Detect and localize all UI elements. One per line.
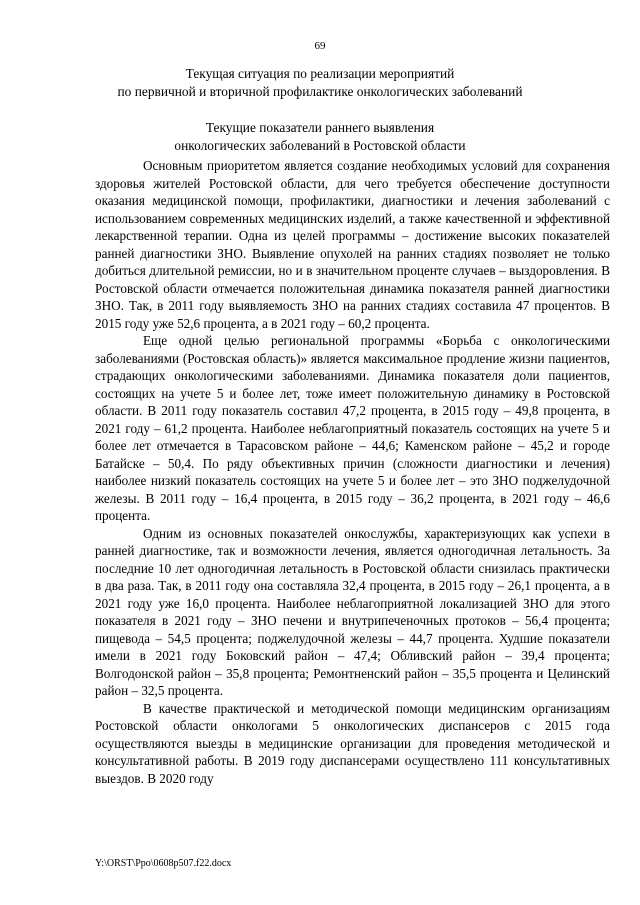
subsection-heading — [40, 119, 600, 155]
file-path-footer: Y:\ORST\Ppo\0608p507.f22.docx — [95, 858, 232, 869]
paragraph-survival: Еще одной целью региональной программы «Борьба с онкологическими заболеваниями (Ростовская область)» является максимальное продление жизни пациентов, страдающих онкологическими заболеваниями. Динамика показателя доли пациентов, состоящих на учете 5 и более лет, тоже имеет положительную динамику в Ростовской области. В 2011 году показатель составил 47,2 процента, в 2015 году – 49,8 процента, в 2021 году – 61,2 процента. Наиболее неблагоприятный показатель состоящих на учете 5 и более лет отмечается в Тарасовском районе – 44,6; Каменском районе – 45,2 и городе Батайске – 50,4. По ряду объективных причин (сложности диагностики и лечения) наиболее низкий показатель состоящих на учете 5 и более лет – это ЗНО поджелудочной железы. В 2011 году – 16,4 процента, в 2015 году – 36,2 процента, в 2021 году – 46,6 процента. — [95, 333, 610, 523]
paragraph-methodical-help: В качестве практической и методической помощи медицинским организациям Ростовской области онкологами 5 онкологических диспансеров с 2015 года осуществляются выезды в медицинские организации для проведения методической и консультативной работы. В 2019 году диспансерами осуществлено 111 консультативных выездов. В 2020 году — [95, 700, 610, 786]
section-heading-line-1: Текущая ситуация по реализации мероприятий — [185, 66, 455, 81]
subsection-heading-line-1: Текущие показатели раннего выявления — [205, 120, 435, 135]
paragraph-mortality: Одним из основных показателей онкослужбы, характеризующих как успехи в ранней диагностике, так и возможности лечения, является одногодичная летальность. За последние 10 лет одногодичная летальность в Ростовской области снизилась практически в два раза. Так, в 2011 году она составляла 32,4 процента, в 2015 году – 26,1 процента, а в 2021 году уже 16,0 процента. Наиболее неблагоприятной локализацией ЗНО для этого показателя в 2021 году – ЗНО печени и внутрипеченочных протоков – 56,4 процента; пищевода – 54,5 процента; поджелудочной железы – 44,7 процента. Худшие показатели имели в 2021 году Боковский район – 47,4; Обливский район – 39,4 процента; Волгодонской район – 35,8 процента; Ремонтненский район – 35,5 процента и Целинский район – 32,5 процента. — [95, 525, 610, 698]
body-text — [95, 157, 610, 787]
page-number: 69 — [314, 40, 326, 52]
subsection-heading-line-2: онкологических заболеваний в Ростовской области — [174, 138, 466, 153]
section-heading — [40, 65, 600, 101]
paragraph-priority: Основным приоритетом является создание необходимых условий для сохранения здоровья жителей Ростовской области, для чего требуется обеспечение доступности оказания медицинской помощи, профилактики, диагностики и лечения заболеваний с использованием современных медицинских изделий, а также качественной и эффективной лекарственной терапии. Одна из целей программы – достижение высоких показателей ранней диагностики ЗНО. Выявление опухолей на ранних стадиях позволяет не только добиться длительной ремиссии, но и в значительном проценте случаев – выздоровления. В Ростовской области отмечается положительная динамика показателя ранней диагностики ЗНО. Так, в 2011 году выявляемость ЗНО на ранних стадиях составила 47 процентов. В 2015 году уже 52,6 процента, а в 2021 году – 60,2 процента. — [95, 158, 610, 331]
section-heading-line-2: по первичной и вторичной профилактике онкологических заболеваний — [117, 84, 523, 99]
